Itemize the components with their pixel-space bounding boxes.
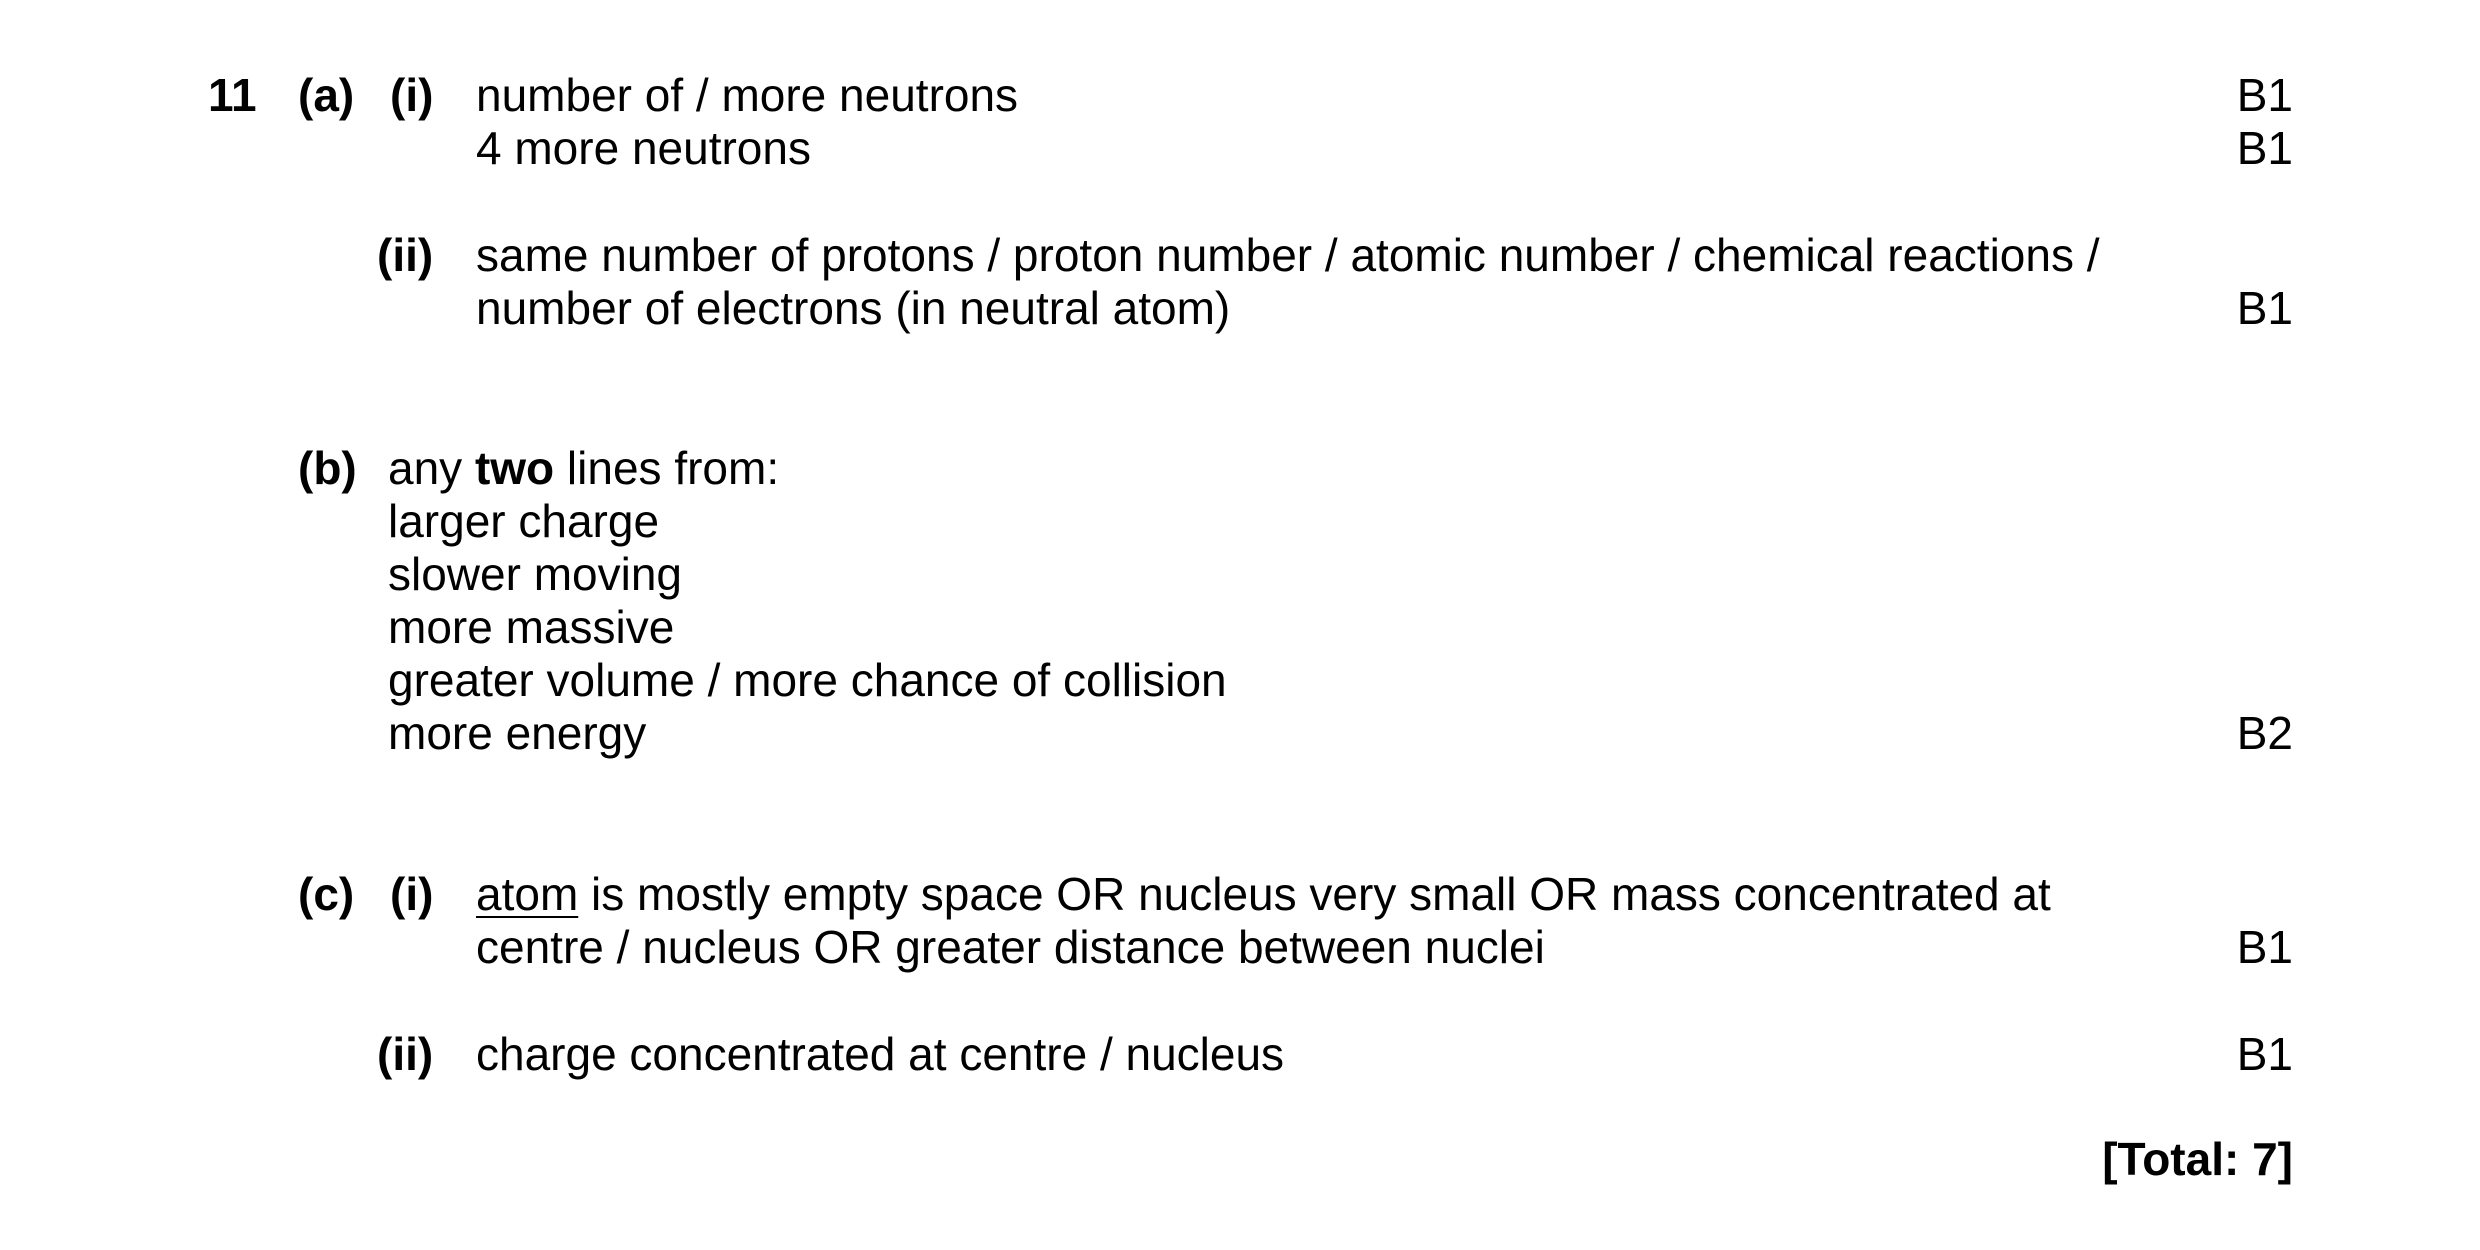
total-marks: [Total: 7] bbox=[2102, 1133, 2293, 1185]
answer-line: greater volume / more chance of collision bbox=[388, 654, 1227, 706]
part-c-ii-label: (ii) bbox=[377, 1028, 434, 1080]
mark-label: B1 bbox=[2236, 282, 2293, 334]
answer-line: 4 more neutrons bbox=[476, 122, 811, 174]
answer-line: charge concentrated at centre / nucleus bbox=[476, 1028, 1285, 1080]
part-c-label: (c) bbox=[298, 868, 355, 920]
answer-line: number of electrons (in neutral atom) bbox=[476, 282, 1231, 334]
answer-line bbox=[476, 868, 2051, 921]
underlined-word: atom bbox=[476, 868, 579, 920]
answer-line: centre / nucleus OR greater distance between nuclei bbox=[476, 921, 1545, 973]
part-a-label: (a) bbox=[298, 69, 355, 121]
answer-line: slower moving bbox=[388, 548, 682, 600]
answer-line: more massive bbox=[388, 601, 675, 653]
intro-text: any bbox=[388, 442, 475, 494]
answer-line: larger charge bbox=[388, 495, 660, 547]
question-number: 11 bbox=[208, 69, 257, 121]
answer-text: is mostly empty space OR nucleus very small OR mass concentrated at bbox=[578, 868, 2051, 920]
intro-text: lines from: bbox=[554, 442, 780, 494]
mark-label: B2 bbox=[2236, 707, 2293, 759]
mark-label: B1 bbox=[2236, 921, 2293, 973]
answer-line: number of / more neutrons bbox=[476, 69, 1019, 121]
part-c-i-label: (i) bbox=[390, 868, 434, 920]
answer-line: same number of protons / proton number / atomic number / chemical reactions / bbox=[476, 229, 2100, 281]
mark-label: B1 bbox=[2236, 69, 2293, 121]
mark-label: B1 bbox=[2236, 122, 2293, 174]
intro-emphasis: two bbox=[474, 442, 555, 494]
part-b-intro bbox=[388, 442, 779, 495]
part-a-i-label: (i) bbox=[390, 69, 434, 121]
part-b-label: (b) bbox=[298, 442, 357, 494]
answer-line: more energy bbox=[388, 707, 647, 759]
part-a-ii-label: (ii) bbox=[377, 229, 434, 281]
mark-label: B1 bbox=[2236, 1028, 2293, 1080]
